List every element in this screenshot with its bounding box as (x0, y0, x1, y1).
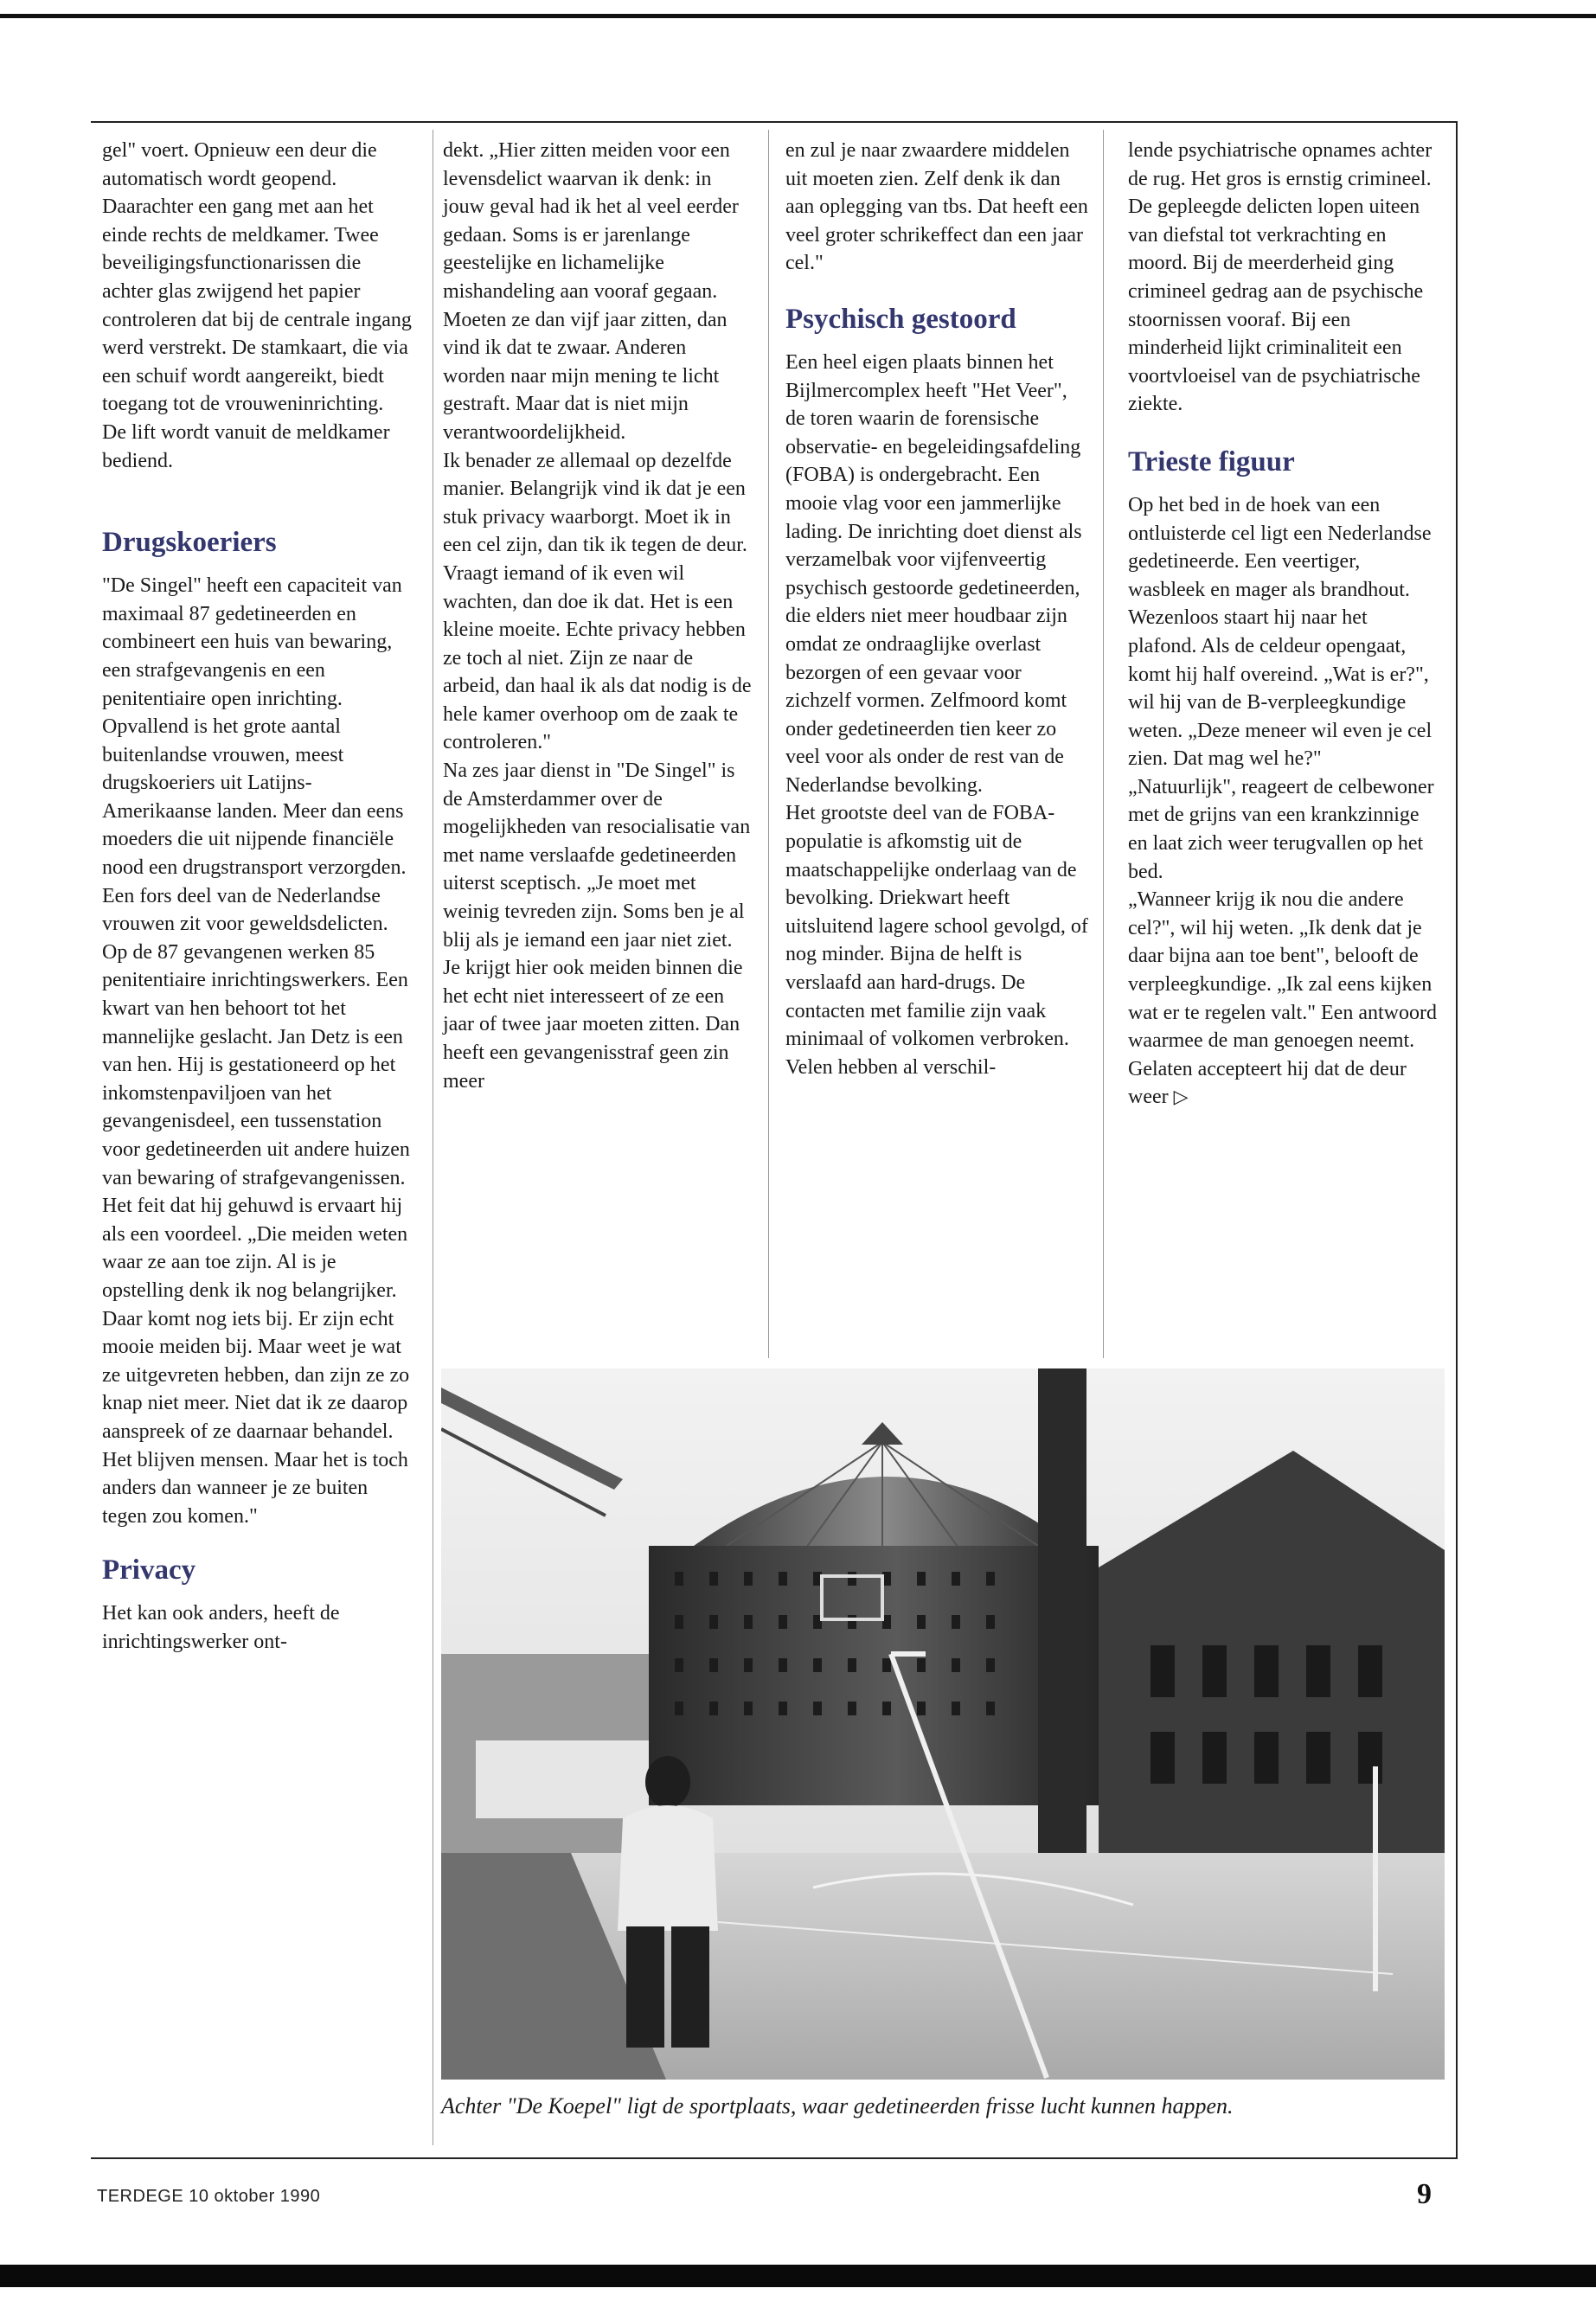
paragraph: gel" voert. Opnieuw een deur die automatisch wordt geopend. Daarachter een gang met aan het einde rechts de meldkamer. Twee beveiligingsfunctionarissen die achter glas zwijgend het papier controleren dat bij de centrale ingang werd verstrekt. De stamkaart, die via een schuif wordt aangereikt, biedt toegang tot de vrouweninrichting. De lift wordt vanuit de meldkamer bediend. (102, 139, 412, 472)
paragraph: en zul je naar zwaardere middelen uit moeten zien. Zelf denk ik dan aan oplegging van tbs. Dat heeft een veel groter schrikeffect dan een jaar cel." (785, 139, 1088, 275)
prison-courtyard-photo (441, 1368, 1445, 2080)
section-heading-drugskoeriers: Drugskoeriers (102, 527, 277, 559)
paragraph: Velen hebben al verschil- (785, 1055, 997, 1079)
paragraph (1128, 886, 1438, 1112)
paragraph: Na zes jaar dienst in "De Singel" is de Amsterdammer over de mogelijkheden van resocialisatie van met name verslaafde gedetineerden uiterst sceptisch. „Je moet met weinig tevreden zijn. Soms ben je al blij als je iemand een jaar niet ziet. Je krijgt hier ook meiden binnen die het echt niet interesseert of ze een jaar of twee jaar moeten zitten. Dan heeft een gevangenisstraf geen zin meer (443, 760, 751, 1093)
paragraph: "De Singel" heeft een capaciteit van maximaal 87 gedetineerden en combineert een huis van bewaring, een strafgevangenis en een penitentiaire open inrichting. Opvallend is het grote aantal buitenlandse vrouwen, meest drugskoeriers uit Latijns-Amerikaanse landen. Meer dan eens moeders die uit nijpende financiële nood een drugstransport verzorgden. Een fors deel van de Nederlandse vrouwen zit voor geweldsdelicten. (102, 574, 407, 936)
section-heading-trieste-figuur: Trieste figuur (1128, 445, 1295, 478)
article-column-3 (785, 137, 1090, 1081)
paragraph: Ik benader ze allemaal op dezelfde manier. Belangrijk vind ik dat je een stuk privacy waarborgt. Moet ik in een cel zijn, dan tik ik tegen de deur. Vraagt iemand of ik even wil wachten, dan doe ik dat. Het is een kleine moeite. Echte privacy hebben ze toch al niet. Zijn ze naar de arbeid, dan haal ik als dat nodig is de hele kamer overhoop om de zaak te controleren." (443, 449, 752, 754)
page-number: 9 (1417, 2178, 1432, 2210)
top-rule (0, 14, 1596, 18)
frame-right-line (1456, 121, 1458, 2159)
paragraph: dekt. „Hier zitten meiden voor een levensdelict waarvan ik denk: in jouw geval had ik het al veel eerder gedaan. Soms is er jarenlange geestelijke en lichamelijke mishandeling aan vooraf gegaan. Moeten ze dan vijf jaar zitten, dan vind ik dat te zwaar. Anderen worden naar mijn mening te licht gestraft. Maar dat is niet mijn verantwoordelijkheid. (443, 139, 739, 444)
paragraph: Op het bed in de hoek van een ontluisterde cel ligt een Nederlandse gedetineerde. Een veertiger, wasbleek en mager als brandhout. Wezenloos staart hij naar het plafond. Als de celdeur opengaat, komt hij half overeind. „Wat is er?", wil hij van de B-verpleegkundige weten. „Deze meneer wil even je cel zien. Dat mag wel he?" (1128, 493, 1433, 771)
section-heading-psychisch-gestoord: Psychisch gestoord (785, 303, 1016, 335)
article-column-4 (1128, 137, 1438, 1112)
paragraph-text: „Wanneer krijg ik nou die andere cel?", wil hij weten. „Ik denk dat je daar bijna aan toe bent", belooft de verpleegkundige. „Ik zal eens kijken wat er te regelen valt." Een antwoord waarmee de man genoegen neemt. Gelaten accepteert hij dat de deur weer (1128, 888, 1437, 1109)
paragraph: Het grootste deel van de FOBA-populatie is afkomstig uit de maatschappelijke onderlaag van de bevolking. Driekwart heeft uitsluitend lagere school gevolgd, of nog minder. Bijna de helft is verslaafd aan hard-drugs. De contacten met familie zijn vaak minimaal of volkomen verbroken. (785, 802, 1088, 1051)
column-divider (1103, 130, 1104, 1358)
continue-arrow-icon: ▷ (1173, 1086, 1189, 1109)
bottom-rule (0, 2265, 1596, 2287)
paragraph: Op de 87 gevangenen werken 85 penitentiaire inrichtingswerkers. Een kwart van hen behoort tot het mannelijke geslacht. Jan Detz is een van hen. Hij is gestationeerd op het inkomstenpaviljoen van het gevangenisdeel, een tussenstation voor gedetineerden uit andere huizen van bewaring of strafgevangenissen. (102, 940, 410, 1189)
paragraph: Het kan ook anders, heeft de inrichtingswerker ont- (102, 1602, 340, 1653)
photo-caption: Achter "De Koepel" ligt de sportplaats, waar gedetineerden frisse lucht kunnen happen. (441, 2093, 1234, 2118)
column-divider (768, 130, 769, 1358)
paragraph: „Natuurlijk", reageert de celbewoner met de grijns van een krankzinnige en laat zich weer terugvallen op het bed. (1128, 775, 1434, 883)
paragraph: lende psychiatrische opnames achter de rug. Het gros is ernstig crimineel. De gepleegde delicten lopen uiteen van diefstal tot verkrachting en moord. Bij de meerderheid ging crimineel gedrag aan de psychische stoornissen vooraf. Bij een minderheid lijkt criminaliteit een voortvloeisel van de psychiatrische ziekte. (1128, 139, 1433, 416)
section-heading-privacy: Privacy (102, 1554, 196, 1586)
frame-top-line (91, 121, 1458, 123)
article-column-2 (443, 137, 753, 1095)
article-photo (441, 1368, 1445, 2080)
paragraph: Een heel eigen plaats binnen het Bijlmercomplex heeft "Het Veer", de toren waarin de forensische observatie- en begeleidingsafdeling (FOBA) is ondergebracht. Een mooie vlag voor een jammerlijke lading. De inrichting doet dienst als verzamelbak voor vijfenveertig psychisch gestoorde gedetineerden, die elders niet meer houdbaar zijn omdat ze ondraaglijke overlast bezorgen of een gevaar voor zichzelf vormen. Zelfmoord komt onder gedetineerden tien keer zo veel voor als onder de rest van de Nederlandse bevolking. (785, 350, 1082, 797)
article-column-1 (102, 137, 412, 1657)
frame-bottom-line (91, 2157, 1458, 2159)
magazine-issue-line: TERDEGE 10 oktober 1990 (97, 2187, 321, 2206)
paragraph: Het feit dat hij gehuwd is ervaart hij als een voordeel. „Die meiden weten waar ze aan toe zijn. Al is je opstelling denk ik nog belangrijker. Daar komt nog iets bij. Er zijn echt mooie meiden bij. Maar weet je wat ze uitgevreten hebben, dan zijn ze zo knap niet meer. Niet dat ik ze daarop aanspreek of ze daarnaar behandel. Het blijven mensen. Maar het is toch anders dan wanneer je ze buiten tegen zou komen." (102, 1195, 410, 1528)
